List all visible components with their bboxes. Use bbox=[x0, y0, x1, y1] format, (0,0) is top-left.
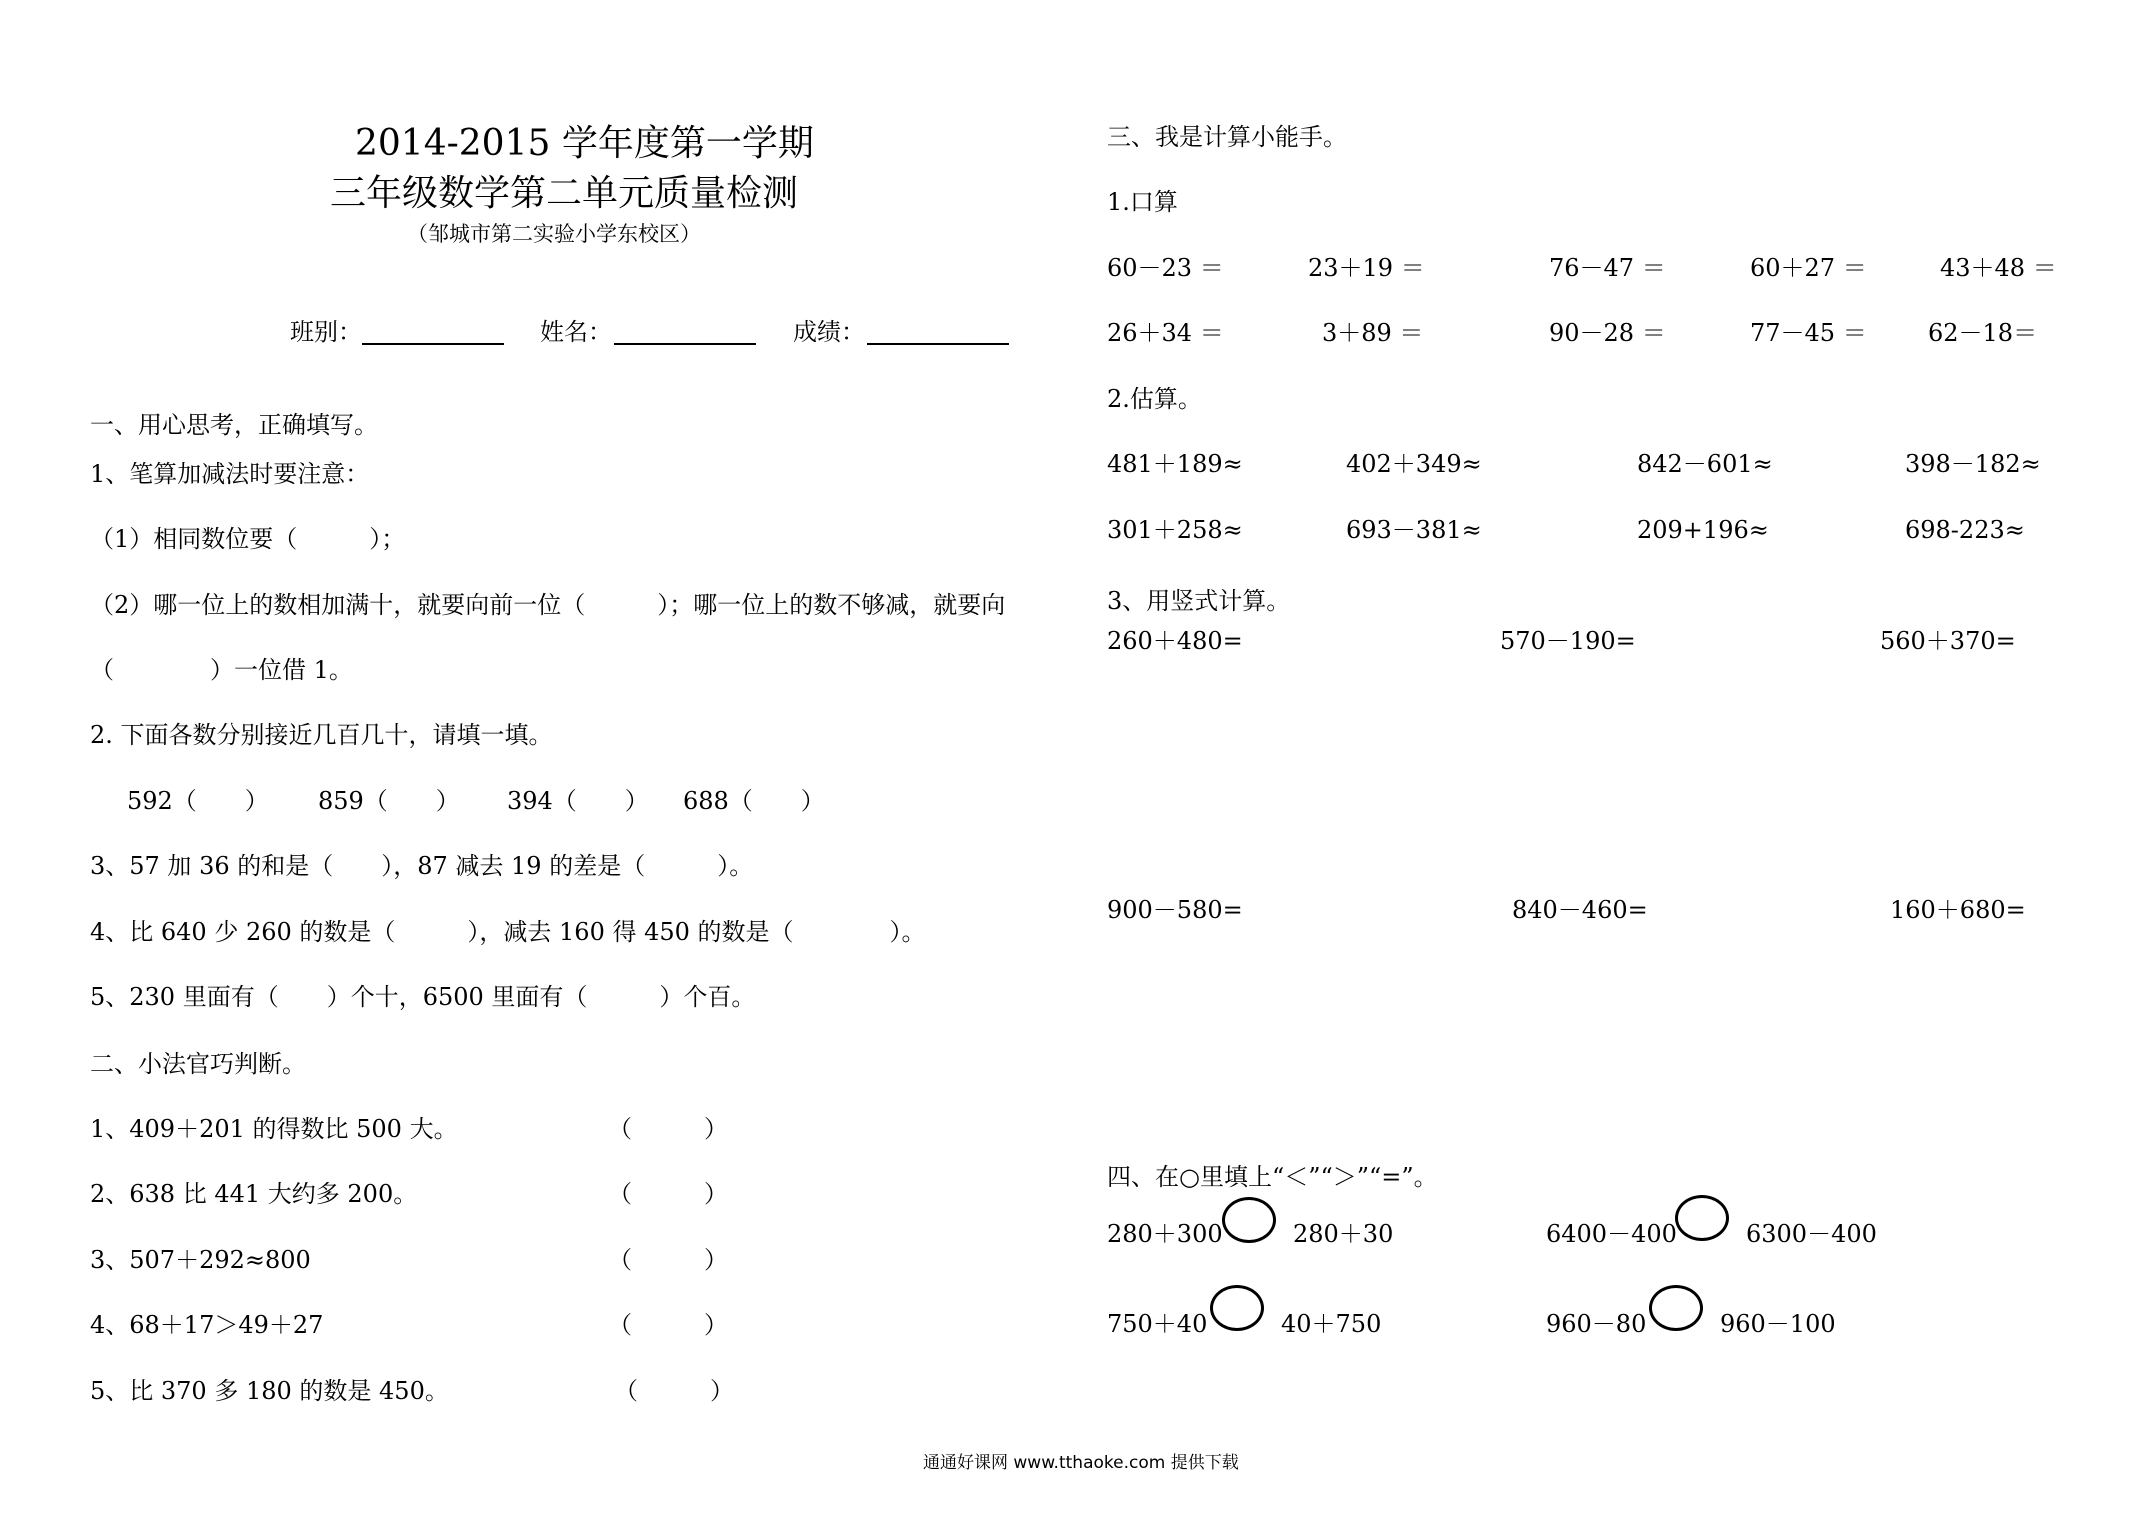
judge-item-text: 3、507＋292≈800 bbox=[90, 1246, 311, 1274]
oral-item: 77－45 ＝ bbox=[1750, 319, 1867, 347]
section3-heading: 三、我是计算小能手。 bbox=[1107, 123, 1347, 151]
oral-label: 1.口算 bbox=[1107, 188, 1178, 216]
estimate-item: 209+196≈ bbox=[1637, 516, 1769, 544]
estimate-item: 301＋258≈ bbox=[1107, 516, 1243, 544]
judge-item-paren[interactable]: （ ） bbox=[608, 1180, 728, 1208]
q1-part-b: （2）哪一位上的数相加满十，就要向前一位（ ）；哪一位上的数不够减，就要向 bbox=[90, 591, 1006, 619]
oral-item: 43＋48 ＝ bbox=[1940, 254, 2057, 282]
q4-text: 4、比 640 少 260 的数是（ ），减去 160 得 450 的数是（ ）。 bbox=[90, 918, 926, 946]
estimate-item: 842－601≈ bbox=[1637, 450, 1773, 478]
section4-heading: 四、在○里填上“＜”“＞”“=”。 bbox=[1107, 1163, 1438, 1191]
vertical-item: 560＋370= bbox=[1880, 627, 2016, 655]
vertical-item: 900－580= bbox=[1107, 896, 1243, 924]
compare-circle[interactable] bbox=[1649, 1285, 1703, 1331]
oral-item: 60＋27 ＝ bbox=[1750, 254, 1867, 282]
estimate-label: 2.估算。 bbox=[1107, 385, 1202, 413]
q1-part-a: （1）相同数位要（ ）； bbox=[90, 525, 406, 553]
section2-heading: 二、小法官巧判断。 bbox=[90, 1050, 306, 1078]
q3-text: 3、57 加 36 的和是（ ），87 减去 19 的差是（ ）。 bbox=[90, 852, 754, 880]
judge-item-text: 5、比 370 多 180 的数是 450。 bbox=[90, 1377, 449, 1405]
judge-item-paren[interactable]: （ ） bbox=[614, 1377, 734, 1405]
q2-prompt: 2. 下面各数分别接近几百几十，请填一填。 bbox=[90, 721, 553, 749]
q5-text: 5、230 里面有（ ）个十，6500 里面有（ ）个百。 bbox=[90, 983, 756, 1011]
q2-item: 592（ ） bbox=[127, 787, 269, 815]
q2-item: 394（ ） bbox=[507, 787, 649, 815]
compare-right: 280＋30 bbox=[1293, 1220, 1394, 1248]
class-label: 班别： bbox=[290, 318, 362, 346]
section1-heading: 一、用心思考，正确填写。 bbox=[90, 411, 378, 439]
judge-item-paren[interactable]: （ ） bbox=[608, 1311, 728, 1339]
judge-item-text: 1、409＋201 的得数比 500 大。 bbox=[90, 1115, 458, 1143]
vertical-item: 160＋680= bbox=[1890, 896, 2026, 924]
vertical-item: 840－460= bbox=[1512, 896, 1648, 924]
compare-left: 750＋40 bbox=[1107, 1310, 1208, 1338]
class-blank[interactable] bbox=[362, 343, 504, 345]
estimate-item: 481＋189≈ bbox=[1107, 450, 1243, 478]
compare-right: 40＋750 bbox=[1281, 1310, 1382, 1338]
oral-item: 60－23 ＝ bbox=[1107, 254, 1224, 282]
compare-left: 6400－400 bbox=[1546, 1220, 1677, 1248]
judge-item-text: 4、68＋17＞49＋27 bbox=[90, 1311, 324, 1339]
compare-right: 960－100 bbox=[1720, 1310, 1836, 1338]
judge-item-paren[interactable]: （ ） bbox=[608, 1246, 728, 1274]
oral-item: 3＋89 ＝ bbox=[1322, 319, 1424, 347]
title-line-1: 2014-2015 学年度第一学期 bbox=[355, 123, 814, 164]
q1-part-c: （ ）一位借 1。 bbox=[90, 656, 353, 684]
compare-left: 960－80 bbox=[1546, 1310, 1647, 1338]
compare-circle[interactable] bbox=[1675, 1195, 1729, 1241]
compare-circle[interactable] bbox=[1222, 1197, 1276, 1243]
score-label: 成绩： bbox=[793, 318, 865, 346]
name-blank[interactable] bbox=[614, 343, 756, 345]
compare-circle[interactable] bbox=[1210, 1285, 1264, 1331]
compare-right: 6300－400 bbox=[1746, 1220, 1877, 1248]
vertical-item: 570－190= bbox=[1500, 627, 1636, 655]
estimate-item: 698-223≈ bbox=[1905, 516, 2025, 544]
score-blank[interactable] bbox=[867, 343, 1009, 345]
footer-credit: 通通好课网 www.tthaoke.com 提供下载 bbox=[923, 1453, 1239, 1473]
q2-item: 688（ ） bbox=[683, 787, 825, 815]
oral-item: 90－28 ＝ bbox=[1549, 319, 1666, 347]
oral-item: 76－47 ＝ bbox=[1549, 254, 1666, 282]
estimate-item: 693－381≈ bbox=[1346, 516, 1482, 544]
name-label: 姓名： bbox=[540, 318, 612, 346]
vertical-item: 260＋480= bbox=[1107, 627, 1243, 655]
estimate-item: 398－182≈ bbox=[1905, 450, 2041, 478]
vertical-label: 3、用竖式计算。 bbox=[1107, 587, 1291, 615]
title-line-2: 三年级数学第二单元质量检测 bbox=[330, 173, 799, 214]
school-name: （邹城市第二实验小学东校区） bbox=[407, 222, 701, 246]
judge-item-text: 2、638 比 441 大约多 200。 bbox=[90, 1180, 418, 1208]
judge-item-paren[interactable]: （ ） bbox=[608, 1115, 728, 1143]
q2-item: 859（ ） bbox=[318, 787, 460, 815]
oral-item: 62－18＝ bbox=[1928, 319, 2038, 347]
oral-item: 26＋34 ＝ bbox=[1107, 319, 1224, 347]
estimate-item: 402＋349≈ bbox=[1346, 450, 1482, 478]
oral-item: 23＋19 ＝ bbox=[1308, 254, 1425, 282]
compare-left: 280＋300 bbox=[1107, 1220, 1223, 1248]
q1-prompt: 1、笔算加减法时要注意： bbox=[90, 460, 370, 488]
